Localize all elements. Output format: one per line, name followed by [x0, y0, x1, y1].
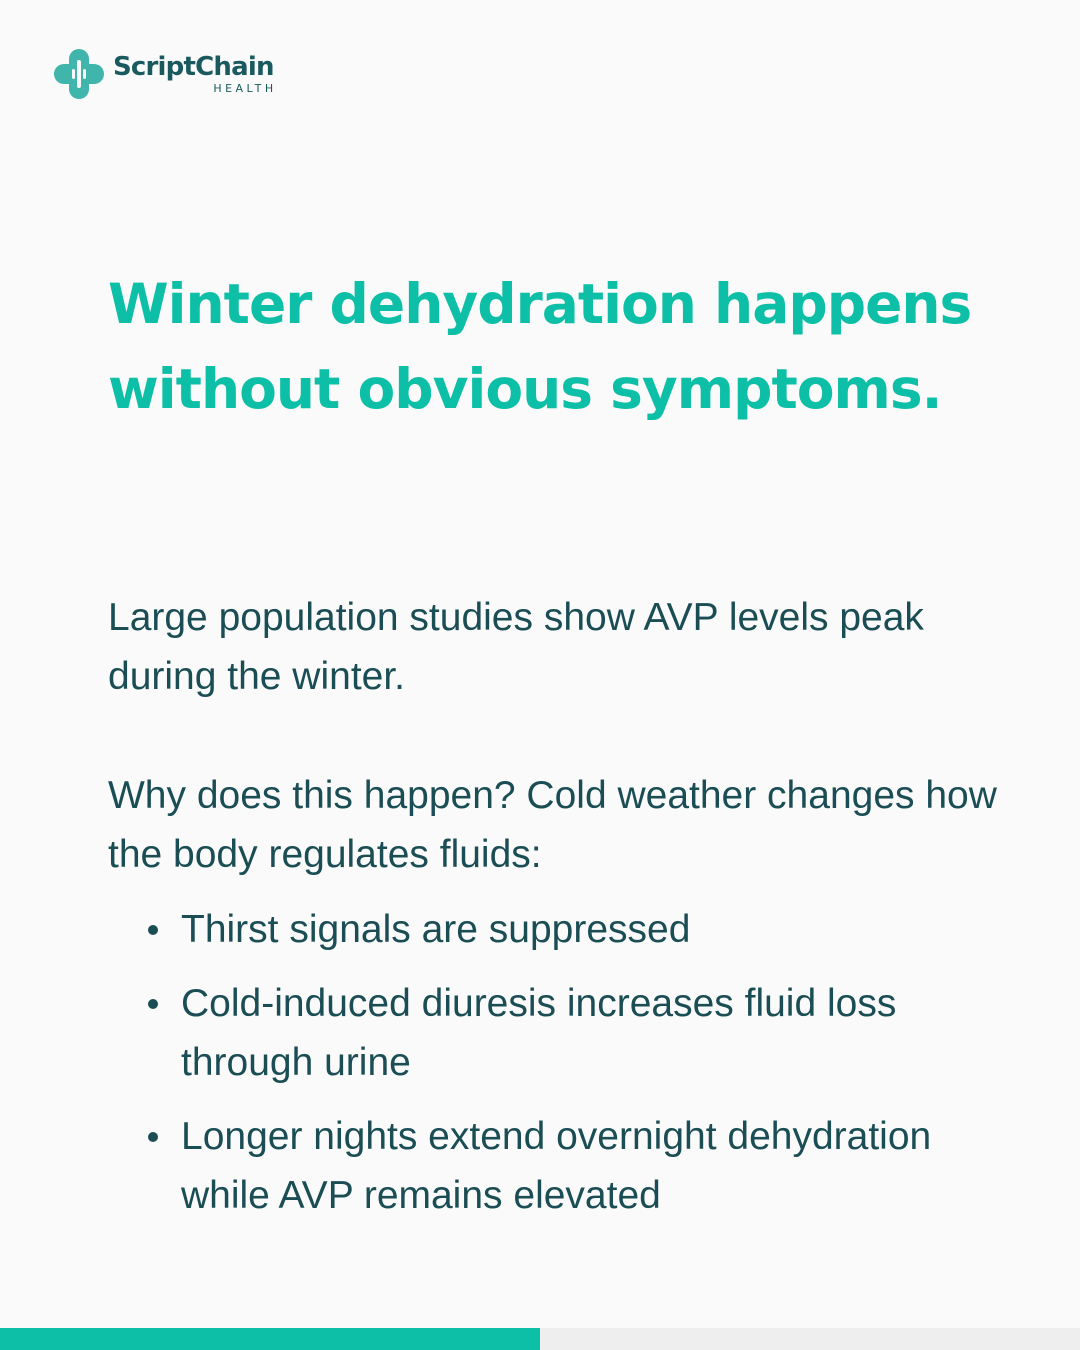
- page-title: Winter dehydration happens without obvious symptoms.: [108, 272, 972, 421]
- list-item-text: Longer nights extend overnight dehydration while AVP remains elevated: [181, 1115, 932, 1217]
- intro-paragraph: Large population studies show AVP levels peak during the winter.: [108, 596, 924, 698]
- bullet-list: [146, 900, 996, 1240]
- list-item-text: Thirst signals are suppressed: [181, 908, 691, 951]
- bullet-dot-icon: [148, 999, 158, 1009]
- brand-name: ScriptChain: [113, 52, 274, 82]
- brand-logo: [52, 46, 277, 102]
- list-item: [146, 974, 996, 1092]
- list-item: [146, 1107, 996, 1225]
- slide-progress-fill: [0, 1328, 540, 1350]
- bullet-dot-icon: [148, 1132, 158, 1142]
- slide-progress-bar: [0, 1328, 1080, 1350]
- list-item: [146, 900, 996, 959]
- question-paragraph: Why does this happen? Cold weather changes how the body regulates fluids:: [108, 774, 997, 876]
- medical-cross-chain-icon: [52, 47, 106, 101]
- list-item-text: Cold-induced diuresis increases fluid loss through urine: [181, 982, 897, 1084]
- brand-wordmark: [113, 52, 277, 95]
- brand-subtitle: HEALTH: [213, 82, 277, 95]
- bullet-dot-icon: [148, 925, 158, 935]
